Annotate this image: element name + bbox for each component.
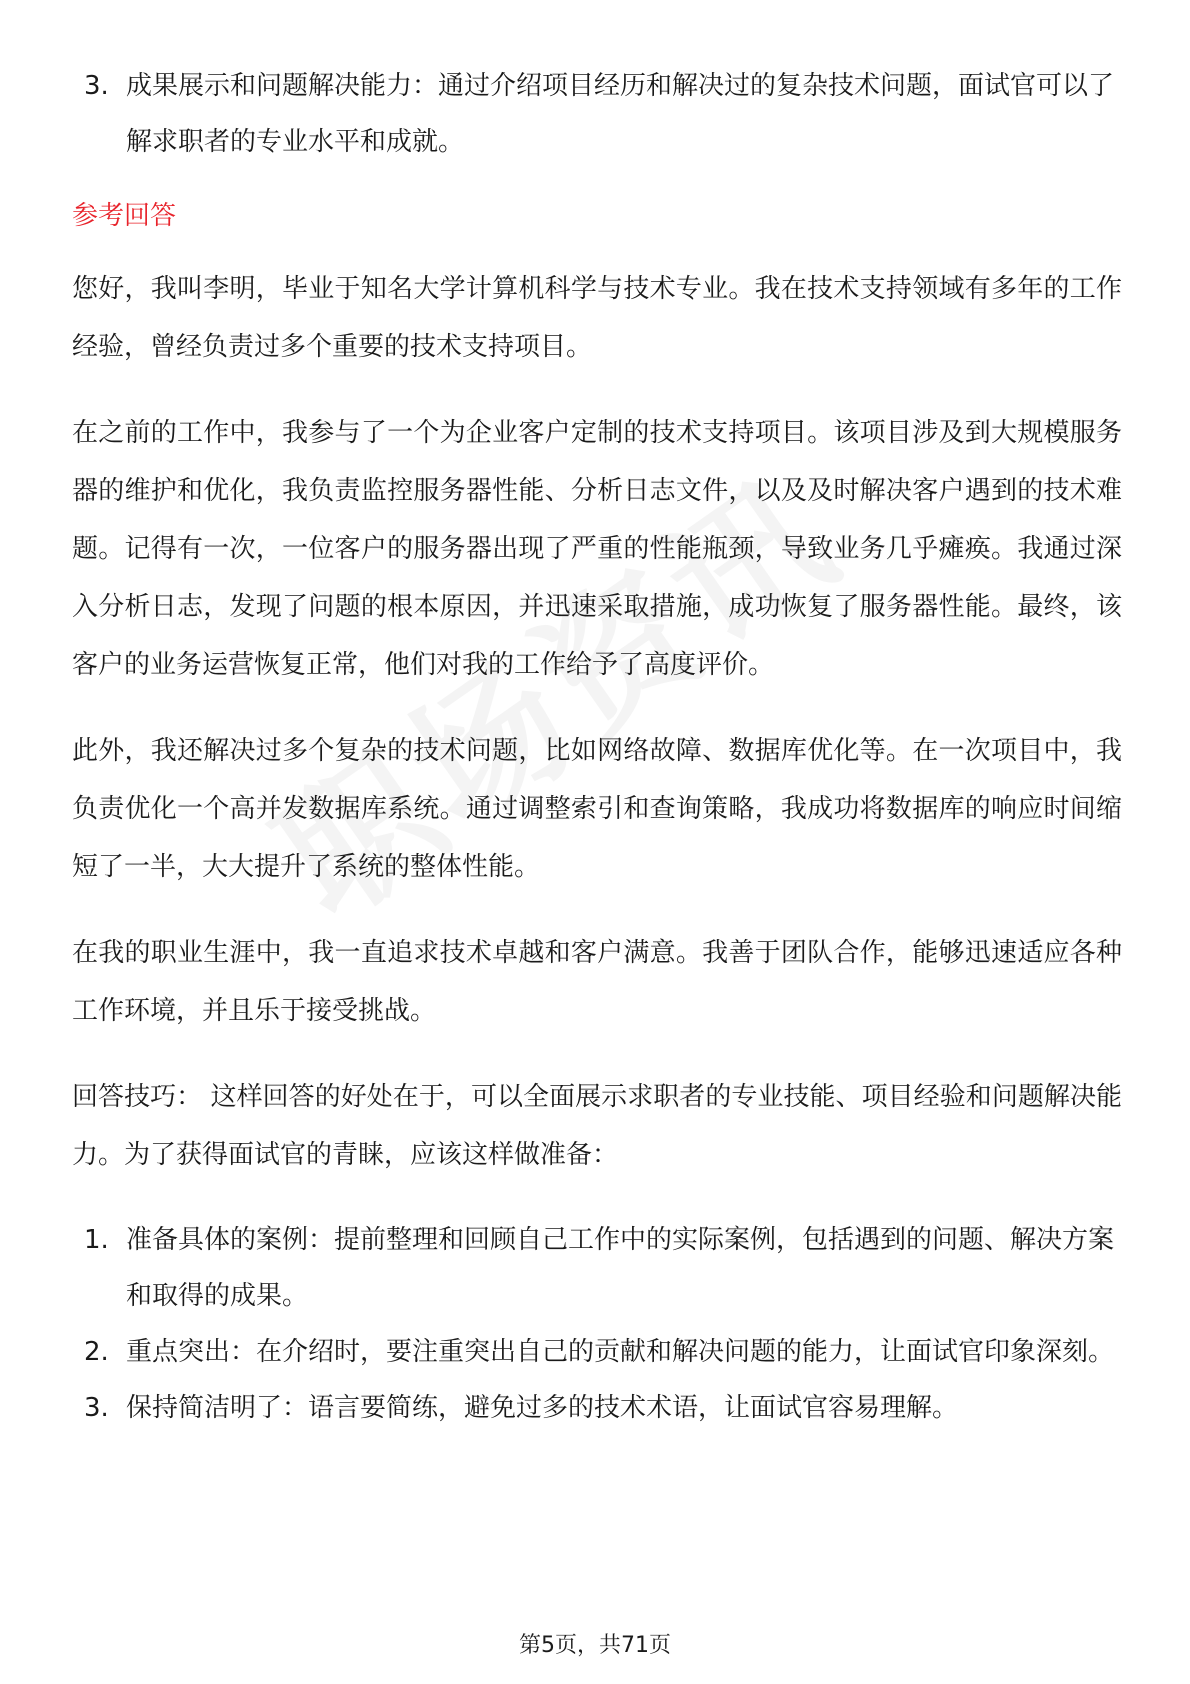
page-content [72, 58, 1122, 1436]
list-item [72, 1324, 1122, 1380]
list-item-number: 2. [84, 1337, 109, 1367]
list-item [72, 58, 1122, 170]
list-item-number: 3. [84, 1393, 109, 1423]
paragraph: 在之前的工作中，我参与了一个为企业客户定制的技术支持项目。该项目涉及到大规模服务器的维护和优化，我负责监控服务器性能、分析日志文件，以及及时解决客户遇到的技术难题。记得有一次，一位客户的服务器出现了严重的性能瓶颈，导致业务几乎瘫痪。我通过深入分析日志，发现了问题的根本原因，并迅速采取措施，成功恢复了服务器性能。最终，该客户的业务运营恢复正常，他们对我的工作给予了高度评价。 [72, 418, 1122, 680]
list-item-text: 重点突出：在介绍时，要注重突出自己的贡献和解决问题的能力，让面试官印象深刻。 [126, 1337, 1115, 1367]
paragraph: 此外，我还解决过多个复杂的技术问题，比如网络故障、数据库优化等。在一次项目中，我负责优化一个高并发数据库系统。通过调整索引和查询策略，我成功将数据库的响应时间缩短了一半，大大提升了系统的整体性能。 [72, 736, 1122, 882]
paragraph: 在我的职业生涯中，我一直追求技术卓越和客户满意。我善于团队合作，能够迅速适应各种工作环境，并且乐于接受挑战。 [72, 938, 1122, 1026]
list-item-number: 1. [84, 1225, 109, 1255]
list-item-text: 保持简洁明了：语言要简练，避免过多的技术术语，让面试官容易理解。 [126, 1393, 959, 1423]
paragraph: 您好，我叫李明，毕业于知名大学计算机科学与技术专业。我在技术支持领域有多年的工作经验，曾经负责过多个重要的技术支持项目。 [72, 274, 1122, 362]
list-item-text: 准备具体的案例：提前整理和回顾自己工作中的实际案例，包括遇到的问题、解决方案和取得的成果。 [126, 1225, 1115, 1311]
section-title: 参考回答 [72, 201, 177, 231]
list-item-number: 3. [84, 71, 109, 101]
list-item [72, 1212, 1122, 1324]
list-item-text: 成果展示和问题解决能力：通过介绍项目经历和解决过的复杂技术问题，面试官可以了解求职者的专业水平和成就。 [126, 71, 1115, 157]
answer-tips-paragraph: 回答技巧： 这样回答的好处在于，可以全面展示求职者的专业技能、项目经验和问题解决能力。为了获得面试官的青睐，应该这样做准备： [72, 1082, 1122, 1170]
list-item [72, 1380, 1122, 1436]
tips-list [72, 1212, 1122, 1436]
page-number-footer: 第5页，共71页 [519, 1633, 671, 1658]
